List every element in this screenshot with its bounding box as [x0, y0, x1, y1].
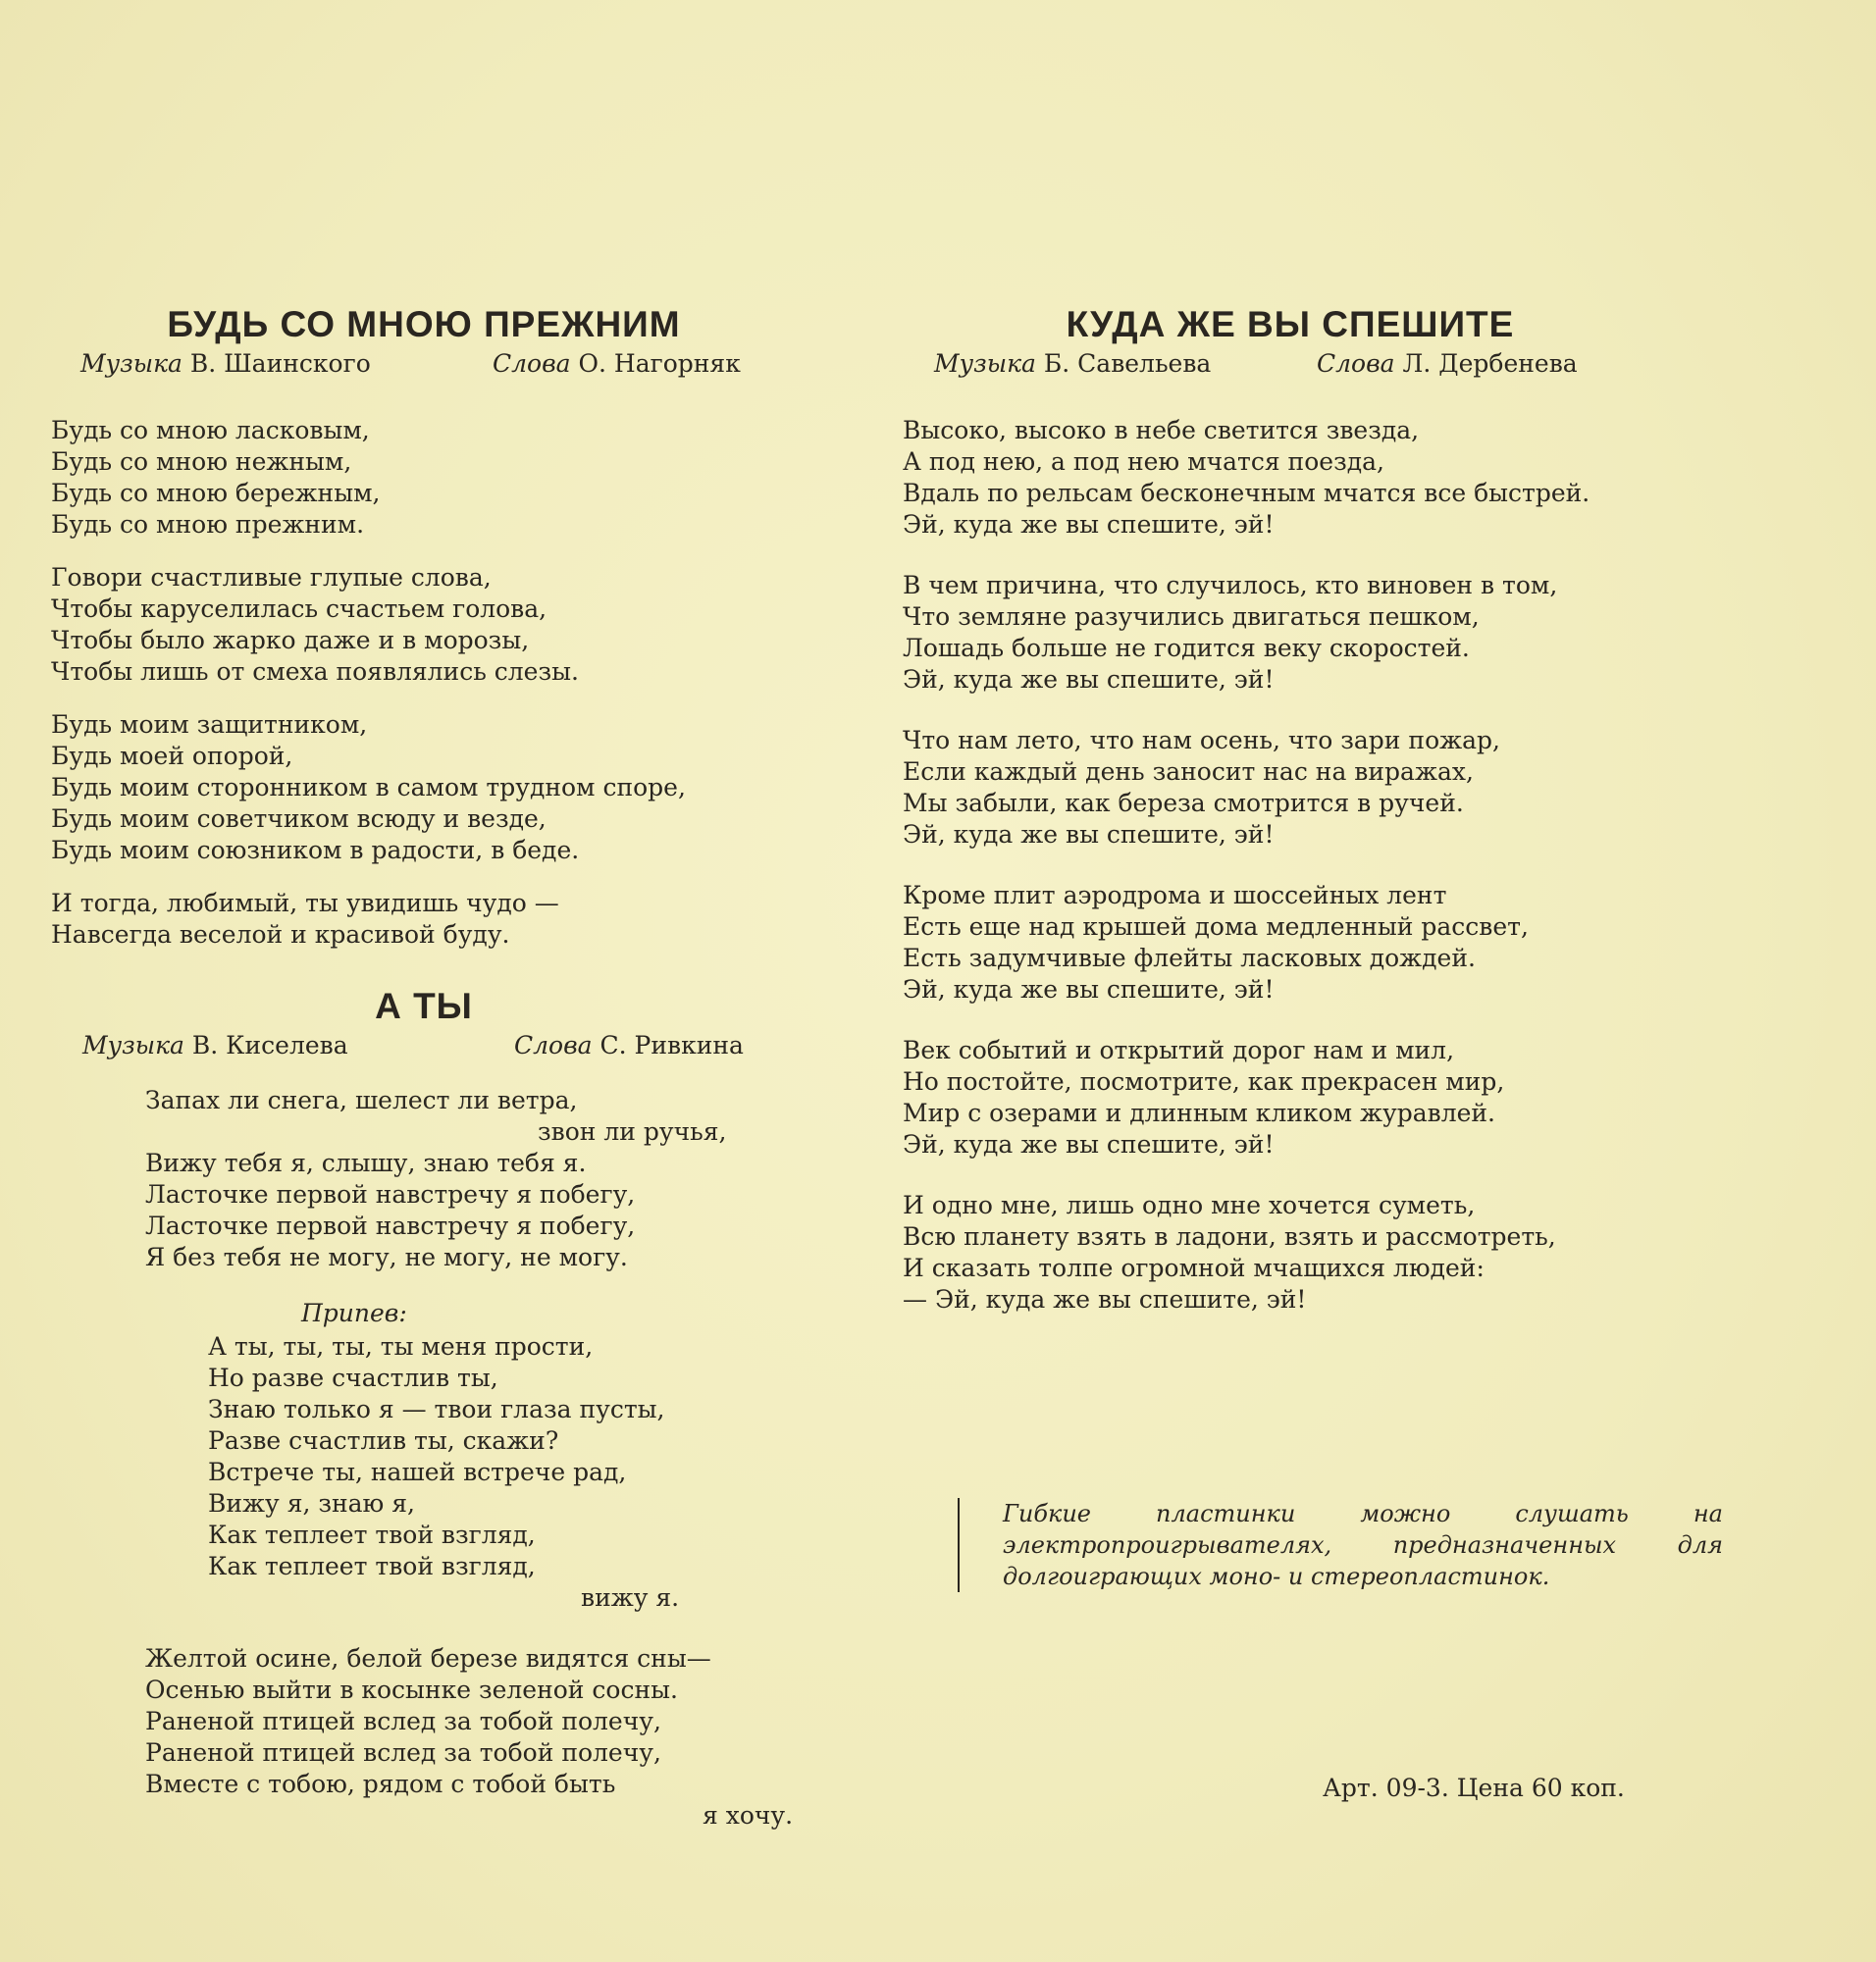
music-label: Музыка [80, 349, 182, 378]
lyric-line: Что нам лето, что нам осень, что зари пожар, [903, 726, 1500, 754]
lyric-line: Кроме плит аэродрома и шоссейных лент [903, 881, 1447, 909]
article-price: Арт. 09-3. Цена 60 коп. [1323, 1774, 1625, 1802]
lyric-line: — Эй, куда же вы спешите, эй! [903, 1285, 1307, 1314]
lyric-line: Вдаль по рельсам бесконечным мчатся все быстрей. [903, 479, 1590, 507]
music-credit [82, 1031, 514, 1059]
lyric-line: Есть задумчивые флейты ласковых дождей. [903, 944, 1476, 972]
lyric-line: Вместе с тобою, рядом с тобой быть [145, 1770, 616, 1798]
stanza [903, 415, 1678, 541]
lyric-line: А под нею, а под нею мчатся поезда, [903, 447, 1384, 476]
words-credit [1317, 349, 1578, 378]
stanza [51, 562, 797, 688]
lyric-line: Раненой птицей вслед за тобой полечу, [145, 1707, 661, 1735]
lyric-line: Чтобы каруселилась счастьем голова, [51, 594, 547, 623]
music-label: Музыка [82, 1031, 184, 1059]
song-title-kuda-zhe-vy-speshite: КУДА ЖЕ ВЫ СПЕШИТЕ [1066, 304, 1515, 344]
music-label: Музыка [934, 349, 1036, 378]
lyric-line: И сказать толпе огромной мчащихся людей: [903, 1254, 1485, 1282]
stanza [903, 1190, 1678, 1316]
lyric-line: Будь моим сторонником в самом трудном споре, [51, 773, 686, 801]
music-author: Б. Савельева [1043, 349, 1212, 378]
lyric-line: Высоко, высоко в небе светится звезда, [903, 416, 1420, 444]
lyric-line: Навсегда веселой и красивой буду. [51, 920, 510, 949]
lyric-line: вижу я. [581, 1583, 680, 1612]
words-label: Слова [493, 349, 571, 378]
lyric-line: Как теплеет твой взгляд, [208, 1521, 536, 1549]
stanza [51, 415, 797, 541]
lyric-line: Знаю только я — твои глаза пусты, [208, 1395, 665, 1423]
lyric-line: Мир с озерами и длинным кликом журавлей. [903, 1099, 1495, 1127]
playback-note: Гибкие пластинки можно слушать на электропроигрывателях, предназначенных для долгоиграющих моно- и стереопластинок. [958, 1498, 1733, 1592]
words-author: О. Нагорняк [578, 349, 741, 378]
stanza [903, 880, 1678, 1006]
lyric-line: Чтобы было жарко даже и в морозы, [51, 626, 530, 654]
lyric-line: Ласточке первой навстречу я побегу, [145, 1180, 636, 1209]
stanza [51, 709, 797, 866]
song-title-a-ty: А ТЫ [375, 986, 473, 1026]
lyric-line: Мы забыли, как береза смотрится в ручей. [903, 789, 1464, 817]
lyric-line: Чтобы лишь от смеха появлялись слезы. [51, 657, 579, 686]
lyric-line: Будь со мною ласковым, [51, 416, 370, 444]
words-author: Л. Дербенева [1402, 349, 1578, 378]
left-column [51, 294, 797, 1832]
words-credit [493, 349, 741, 378]
lyric-line: Есть еще над крышей дома медленный рассвет, [903, 912, 1529, 941]
lyric-line: Ласточке первой навстречу я побегу, [145, 1212, 636, 1240]
words-credit [514, 1031, 744, 1059]
lyric-line: я хочу. [703, 1801, 794, 1830]
song-credits [51, 1031, 797, 1059]
lyric-line: Будь моим защитником, [51, 710, 368, 739]
lyric-line: Будь моим союзником в радости, в беде. [51, 836, 580, 864]
stanza [51, 1643, 797, 1832]
words-label: Слова [514, 1031, 593, 1059]
lyric-line: Говори счастливые глупые слова, [51, 563, 492, 592]
lyric-line: Но постойте, посмотрите, как прекрасен мир, [903, 1067, 1505, 1096]
words-label: Слова [1317, 349, 1395, 378]
lyric-line: А ты, ты, ты, ты меня прости, [208, 1332, 594, 1361]
lyric-line: Осенью выйти в косынке зеленой сосны. [145, 1676, 678, 1704]
lyric-line: Будь со мною бережным, [51, 479, 381, 507]
lyric-line: И тогда, любимый, ты увидишь чудо — [51, 889, 559, 917]
lyric-line: Как теплеет твой взгляд, [208, 1552, 536, 1580]
music-author: В. Киселева [191, 1031, 348, 1059]
lyric-line: Эй, куда же вы спешите, эй! [903, 820, 1275, 849]
lyric-line: Эй, куда же вы спешите, эй! [903, 665, 1275, 694]
lyric-line: Будь моим советчиком всюду и везде, [51, 804, 547, 833]
lyric-line: Встрече ты, нашей встрече рад, [208, 1458, 627, 1486]
lyric-line: Если каждый день заносит нас на виражах, [903, 757, 1474, 786]
stanza [51, 888, 797, 951]
lyric-line: Эй, куда же вы спешите, эй! [903, 510, 1275, 539]
right-column [903, 294, 1678, 1316]
stanza [903, 725, 1678, 851]
lyric-line: Будь со мною прежним. [51, 510, 365, 539]
lyric-line: Век событий и открытий дорог нам и мил, [903, 1036, 1455, 1064]
lyric-line: Эй, куда же вы спешите, эй! [903, 1130, 1275, 1159]
stanza [903, 1035, 1678, 1161]
stanza [903, 570, 1678, 696]
lyric-line: звон ли ручья, [538, 1117, 727, 1146]
lyric-line: Будь моей опорой, [51, 742, 293, 770]
lyric-line: Разве счастлив ты, скажи? [208, 1426, 559, 1455]
stanza [51, 1085, 797, 1273]
words-author: С. Ривкина [599, 1031, 744, 1059]
lyric-line: В чем причина, что случилось, кто виновен в том, [903, 571, 1558, 599]
lyric-line: Запах ли снега, шелест ли ветра, [145, 1086, 578, 1114]
lyric-line: Эй, куда же вы спешите, эй! [903, 975, 1275, 1004]
lyric-line: И одно мне, лишь одно мне хочется суметь, [903, 1191, 1476, 1219]
lyric-line: Желтой осине, белой березе видятся сны— [145, 1644, 711, 1673]
music-author: В. Шаинского [189, 349, 371, 378]
lyric-line: Я без тебя не могу, не могу, не могу. [145, 1243, 628, 1271]
lyric-line: Но разве счастлив ты, [208, 1364, 498, 1392]
song-title-bud-so-mnoyu: БУДЬ СО МНОЮ ПРЕЖНИМ [167, 304, 681, 344]
music-credit [934, 349, 1317, 378]
lyric-line: Будь со мною нежным, [51, 447, 352, 476]
lyric-line: Что земляне разучились двигаться пешком, [903, 602, 1480, 631]
music-credit [80, 349, 493, 378]
song-credits [903, 349, 1678, 378]
lyric-line: Всю планету взять в ладони, взять и рассмотреть, [903, 1222, 1556, 1251]
refrain [51, 1331, 797, 1614]
lyric-line: Вижу я, знаю я, [208, 1489, 415, 1518]
lyric-line: Раненой птицей вслед за тобой полечу, [145, 1738, 661, 1767]
song-credits [51, 349, 797, 378]
refrain-label: Припев: [301, 1299, 407, 1327]
lyric-line: Вижу тебя я, слышу, знаю тебя я. [145, 1149, 587, 1177]
lyric-line: Лошадь больше не годится веку скоростей. [903, 634, 1470, 662]
